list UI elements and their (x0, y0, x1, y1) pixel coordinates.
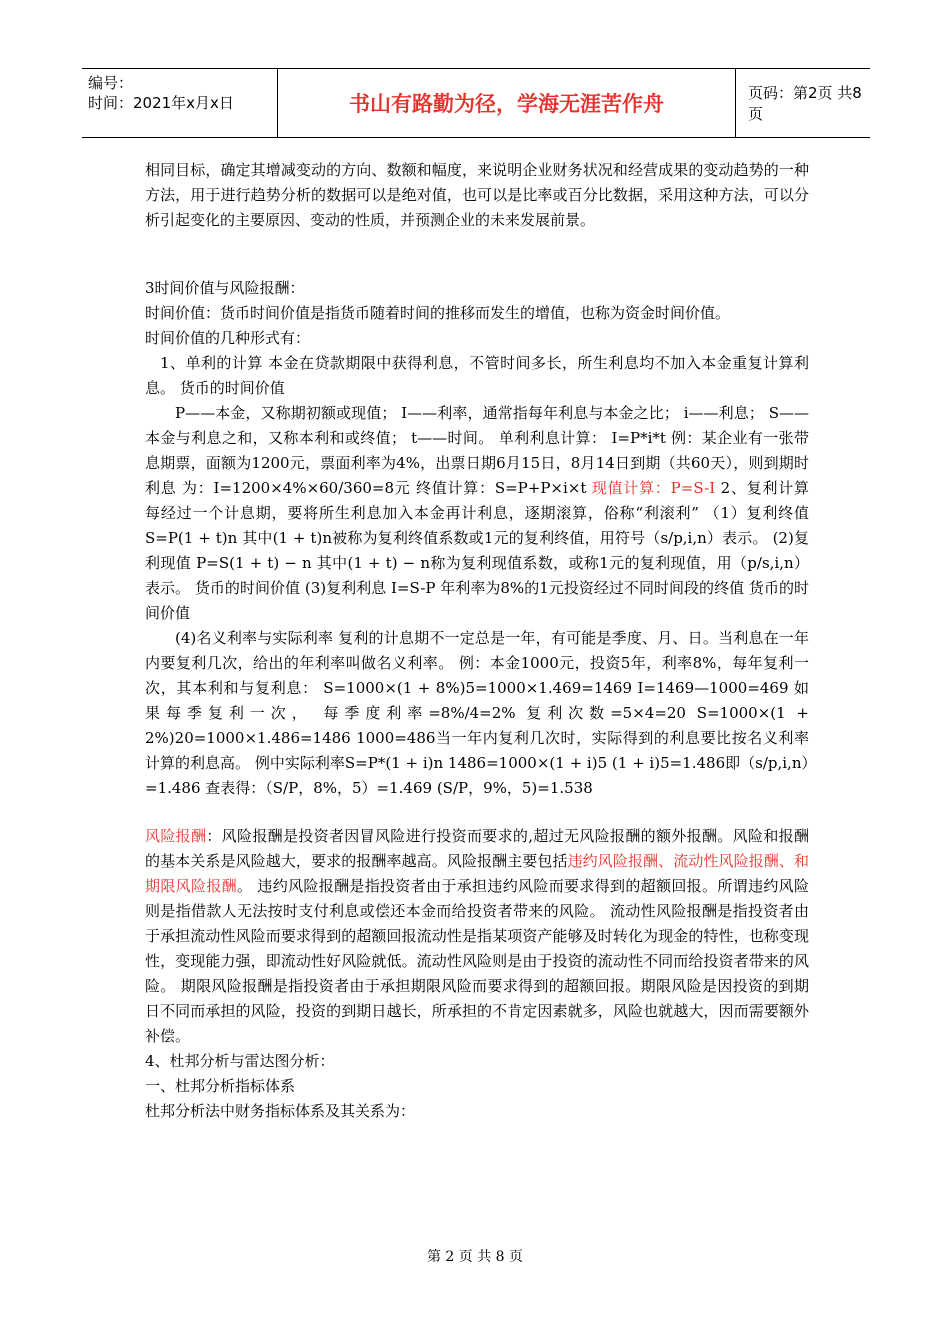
paragraph-time-value-definition: 时间价值：货币时间价值是指货币随着时间的推移而发生的增值，也称为资金时间价值。 (145, 304, 731, 322)
header-motto: 书山有路勤为径，学海无涯苦作舟 (349, 92, 664, 116)
section-title-dupont: 4、杜邦分析与雷达图分析： (145, 1052, 335, 1070)
risk-reward-term: 风险报酬 (145, 827, 207, 845)
risk-reward-types: 违约风险报酬、流动性风险报酬、和期限风险报酬 (145, 852, 809, 895)
document-date: 时间：2021年x月x日 (88, 94, 234, 112)
paragraph-nominal-real-rate: (4)名义利率与实际利率 复利的计息期不一定总是一年，有可能是季度、月、日。当利息在一年内要复利几次，给出的年利率叫做名义利率。 例：本金1000元，投资5年，利率8%，每年复利一次，其本利和与复利息： S=1000×(1 + 8%)5=1000×1.469=1469 I=1469—1000=469 如果每季复利一次， 每季度利率=8%/4=2% 复利次数=5×4=20 S=1000×(1 + 2%)20=1000×1.486=1486 1000=486当一年内复利几次时，实际得到的利息要比按名义利率计算的利息高。 例中实际利率S=P*(1 + i)n 1486=1000×(1 + i)5 (1 + i)5=1.486即（s/p,i,n）=1.486 查表得：（S/P，8%，5）=1.469 (S/P，9%，5)=1.538 (145, 629, 809, 797)
paragraph-trend-analysis: 相同目标，确定其增减变动的方向、数额和幅度，来说明企业财务状况和经营成果的变动趋势的一种方法，用于进行趋势分析的数据可以是绝对值，也可以是比率或百分比数据，采用这种方法，可以分析引起变化的主要原因、变动的性质，并预测企业的未来发展前景。 (145, 161, 809, 229)
paragraph-simple-interest: 1、单利的计算 本金在贷款期限中获得利息，不管时间多长，所生利息均不加入本金重复计算利息。 货币的时间价值 (145, 354, 809, 397)
formula-text-a: P——本金，又称期初额或现值； I——利率，通常指每年利息与本金之比； i——利息； S——本金与利息之和，又称本利和或终值； t——时间。 单利利息计算： I=P*i*t 例：某企业有一张带息期票，面额为1200元，票面利率为4%，出票日期6月15日，8月14日到期（共60天），则到期时利息 为：I=1200×4%×60/360=8元 终值计算：S=P+P×i×t (145, 404, 809, 497)
document-number: 编号： (88, 74, 134, 92)
present-value-formula: 现值计算：P=S-I (591, 479, 716, 497)
subsection-title-dupont: 一、杜邦分析指标体系 (145, 1077, 296, 1095)
header-table (82, 68, 870, 138)
paragraph-interest-formulas (145, 401, 809, 626)
section-title-time-value: 3时间价值与风险报酬： (145, 279, 305, 297)
risk-text-a: ：风险报酬是投资者因冒风险进行投资而要求的,超过无风险报酬的额外报酬。风险和报酬的基本关系是风险越大，要求的报酬率越高。风险报酬主要包括 (145, 827, 809, 870)
formula-text-b: 2、复利计算 每经过一个计息期，要将所生利息加入本金再计利息，逐期滚算，俗称“利滚利” （1）复利终值 S=P(1 + t)n 其中(1 + t)n被称为复利终值系数或1元的复利终值，用符号（s/p,i,n）表示。 (2)复利现值 P=S(1 + t) − n 其中(1 + t) − n称为复利现值系数，或称1元的复利现值，用（p/s,i,n）表示。 货币的时间价值 (3)复利利息 I=S-P 年利率为8%的1元投资经过不同时间段的终值 货币的时间价值 (145, 479, 809, 622)
header-page-info: 页码：第2页 共8页 (748, 84, 862, 123)
header-meta (82, 69, 278, 137)
document-body (145, 158, 809, 1124)
risk-text-b: 。 违约风险报酬是指投资者由于承担违约风险而要求得到的超额回报。所谓违约风险则是指借款人无法按时支付利息或偿还本金而给投资者带来的风险。 流动性风险报酬是指投资者由于承担流动性风险而要求得到的超额回报流动性是指某项资产能够及时转化为现金的特性，也称变现性，变现能力强，即流动性好风险就低。流动性风险则是由于投资的流动性不同而给投资者带来的风险。 期限风险报酬是指投资者由于承担期限风险而要求得到的超额回报。期限风险是因投资的到期日不同而承担的风险，投资的到期日越长，所承担的不肯定因素就多，风险也就越大，因而需要额外补偿。 (145, 877, 809, 1045)
page-footer: 第 2 页 共 8 页 (426, 1249, 524, 1265)
header-motto-cell (278, 69, 736, 137)
paragraph-time-value-forms: 时间价值的几种形式有： (145, 329, 311, 347)
paragraph-dupont-intro: 杜邦分析法中财务指标体系及其关系为： (145, 1102, 416, 1120)
paragraph-risk-reward (145, 824, 809, 1049)
